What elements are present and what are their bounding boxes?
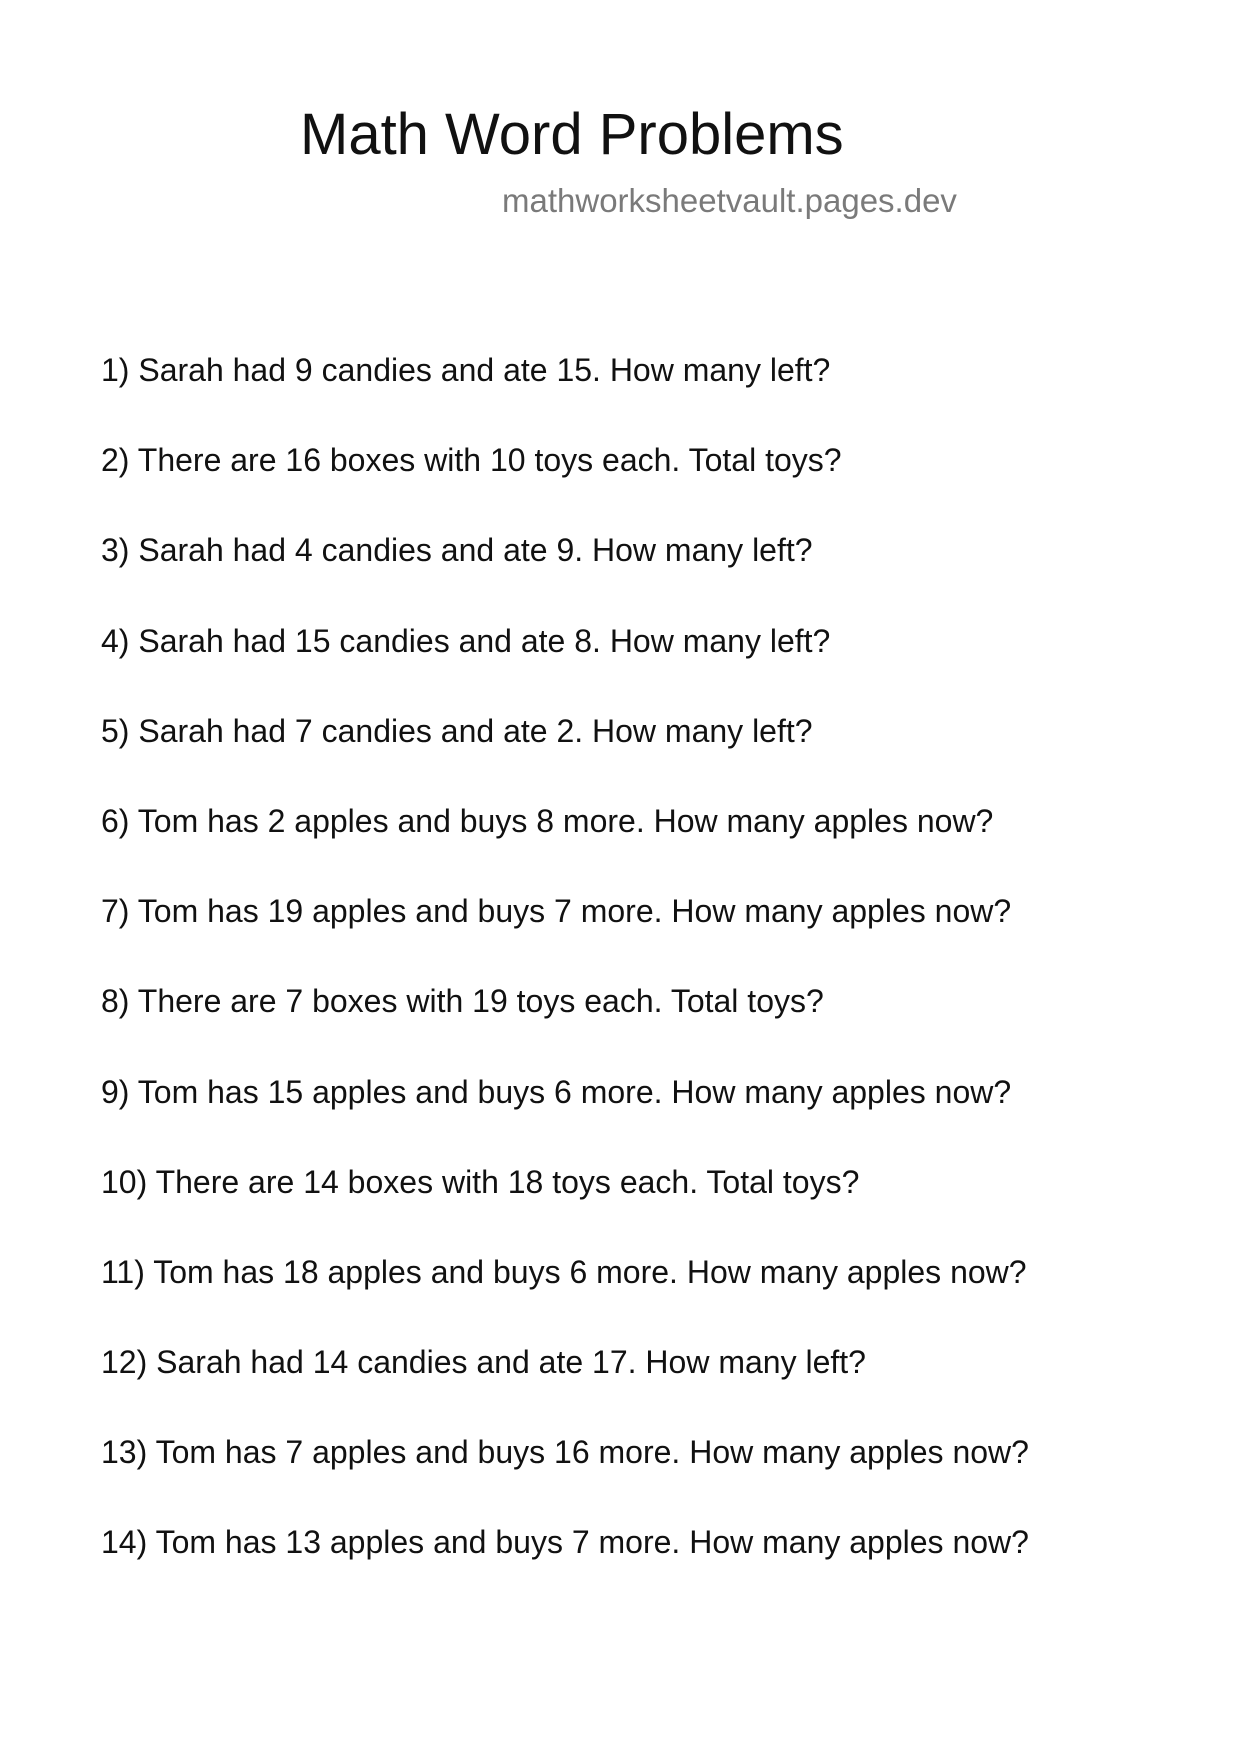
problem-item: 3) Sarah had 4 candies and ate 9. How many left? xyxy=(101,532,813,569)
problem-item: 14) Tom has 13 apples and buys 7 more. How many apples now? xyxy=(101,1524,1029,1561)
problem-item: 8) There are 7 boxes with 19 toys each. Total toys? xyxy=(101,983,824,1020)
problem-item: 11) Tom has 18 apples and buys 6 more. How many apples now? xyxy=(101,1253,1027,1290)
problem-item: 6) Tom has 2 apples and buys 8 more. How many apples now? xyxy=(101,802,994,839)
problem-item: 1) Sarah had 9 candies and ate 15. How many left? xyxy=(101,352,831,388)
problem-item: 9) Tom has 15 apples and buys 6 more. How many apples now? xyxy=(101,1073,1012,1110)
problem-item: 2) There are 16 boxes with 10 toys each. Total toys? xyxy=(101,442,842,479)
problem-item: 13) Tom has 7 apples and buys 16 more. How many apples now? xyxy=(101,1434,1029,1471)
problem-item: 7) Tom has 19 apples and buys 7 more. How many apples now? xyxy=(101,893,1012,930)
page-title: Math Word Problems xyxy=(300,102,844,167)
problem-item: 12) Sarah had 14 candies and ate 17. How many left? xyxy=(101,1344,866,1381)
problem-item: 5) Sarah had 7 candies and ate 2. How many left? xyxy=(101,712,813,749)
problem-item: 10) There are 14 boxes with 18 toys each. Total toys? xyxy=(101,1163,860,1200)
source-url: mathworksheetvault.pages.dev xyxy=(502,182,957,219)
problem-list xyxy=(101,348,1029,1611)
problem-item: 4) Sarah had 15 candies and ate 8. How many left? xyxy=(101,622,831,659)
